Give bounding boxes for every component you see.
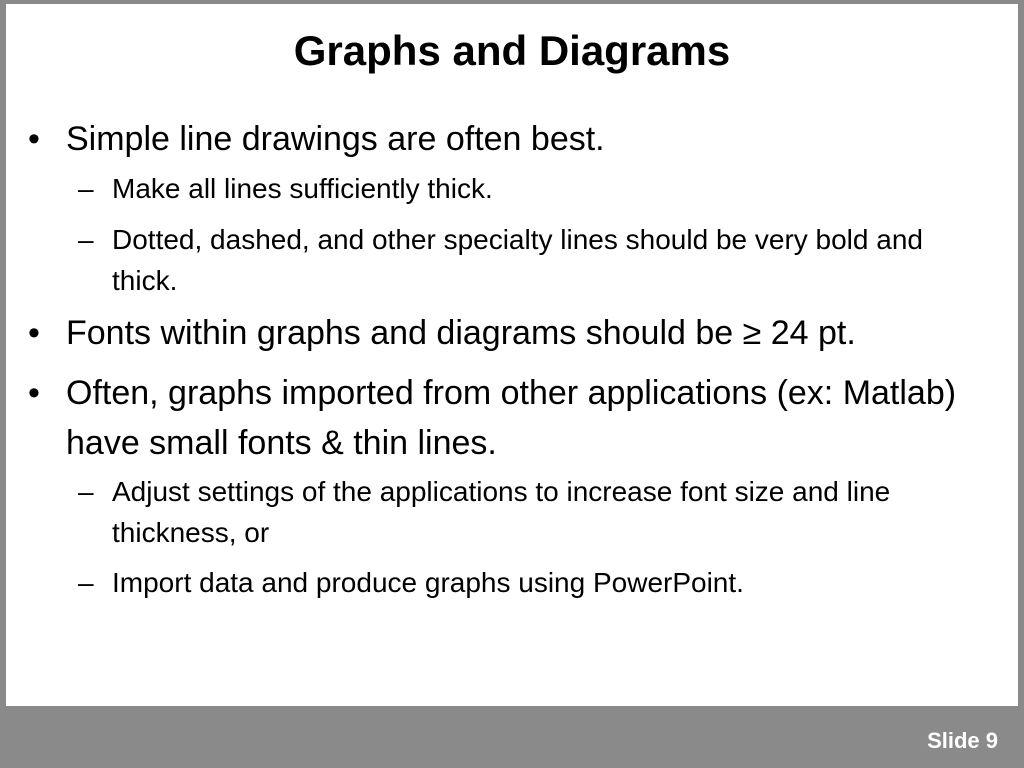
slide-number: Slide 9 xyxy=(927,728,998,753)
bullet-item xyxy=(28,368,988,468)
slide-title: Graphs and Diagrams xyxy=(293,27,731,74)
sub-bullet-text: Make all lines sufficiently thick. xyxy=(112,173,493,204)
bullet-marker: • xyxy=(28,120,40,158)
bullet-text: Often, graphs imported from other applications (ex: Matlab) have small fonts & thin lines. xyxy=(66,374,957,462)
sub-bullet-text: Import data and produce graphs using PowerPoint. xyxy=(112,567,744,598)
dash-marker: – xyxy=(78,567,94,598)
bullet-text: Simple line drawings are often best. xyxy=(66,120,605,158)
slide-content xyxy=(6,4,1018,706)
bullet-text: Fonts within graphs and diagrams should be ≥ 24 pt. xyxy=(66,314,856,352)
sub-bullet-item xyxy=(78,471,978,553)
sub-bullet-item xyxy=(78,219,978,301)
sub-bullet-item xyxy=(78,168,978,209)
sub-bullet-item xyxy=(78,562,978,603)
bullet-marker: • xyxy=(28,314,40,352)
dash-marker: – xyxy=(78,173,94,204)
bullet-item xyxy=(28,114,988,164)
bullet-marker: • xyxy=(28,374,40,412)
bullet-item xyxy=(28,308,1008,358)
footer-bar xyxy=(0,706,1024,768)
sub-bullet-text: Adjust settings of the applications to increase font size and line thickness, or xyxy=(112,476,891,548)
dash-marker: – xyxy=(78,224,94,255)
sub-bullet-text: Dotted, dashed, and other specialty lines should be very bold and thick. xyxy=(112,224,923,296)
dash-marker: – xyxy=(78,476,94,507)
slide-canvas xyxy=(6,4,1018,706)
